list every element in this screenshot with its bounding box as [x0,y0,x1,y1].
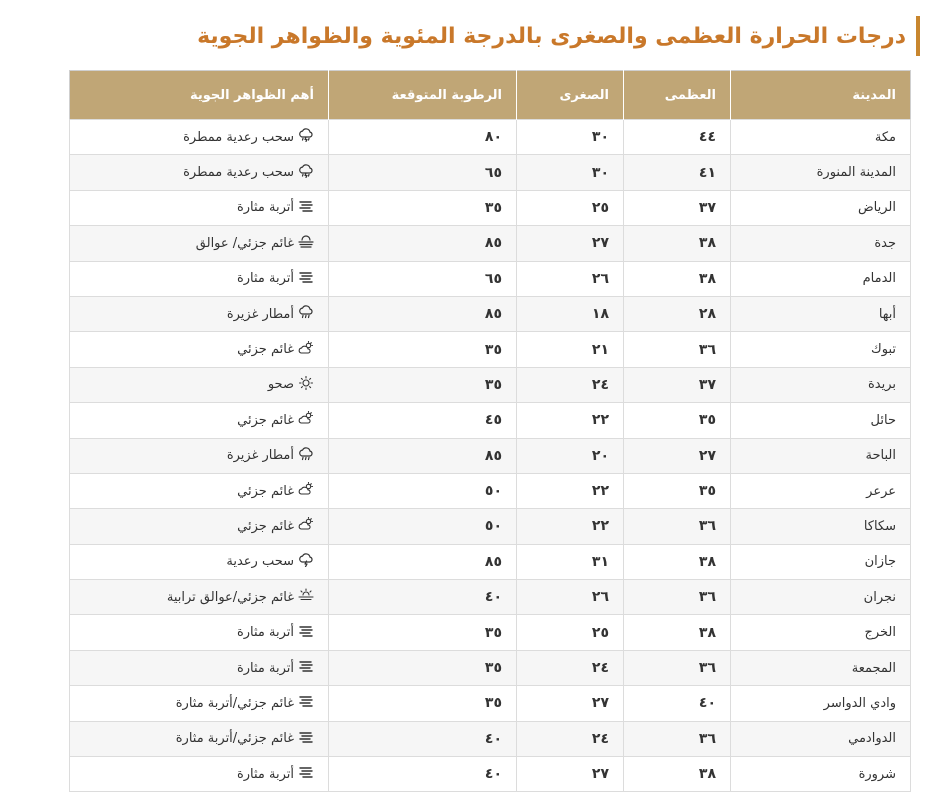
cell-humidity: ٣٥ [329,686,517,721]
cell-min: ٢٤ [517,721,624,756]
table-row [70,155,911,190]
condition-wrap [237,482,314,500]
cell-max: ٣٨ [624,757,731,792]
dust-icon [298,270,314,288]
condition-text: أتربة مثارة [236,200,294,216]
thunder-cloud-icon [298,553,314,571]
cell-min: ٢٠ [517,438,624,473]
cell-city: الدمام [731,261,911,296]
title-text: درجات الحرارة العظمى والصغرى بالدرجة المئوية والظواهر الجوية [197,23,906,49]
table-body [70,120,911,792]
cell-city: حائل [731,403,911,438]
condition-wrap [237,199,314,217]
condition-wrap [227,305,314,323]
cell-max: ٣٨ [624,226,731,261]
cell-condition [70,367,329,402]
cell-city: عرعر [731,473,911,508]
cell-humidity: ٣٥ [329,650,517,685]
cell-min: ٣١ [517,544,624,579]
condition-text: غائم جزئي/ عوالق [195,235,294,251]
cell-condition [70,757,329,792]
table-row [70,509,911,544]
sun-icon [298,376,314,394]
cell-city: الدوادمي [731,721,911,756]
cell-max: ٣٦ [624,650,731,685]
cell-min: ٣٠ [517,120,624,155]
condition-wrap [237,270,314,288]
rain-cloud-icon [298,305,314,323]
table-row [70,650,911,685]
table-row [70,367,911,402]
cell-condition [70,332,329,367]
cell-condition [70,615,329,650]
dust-icon [298,765,314,783]
table-row [70,261,911,296]
cell-min: ٢٦ [517,261,624,296]
partly-cloudy-icon [298,411,314,429]
cell-condition [70,509,329,544]
table-row [70,226,911,261]
condition-wrap [176,730,314,748]
cell-condition [70,226,329,261]
cell-condition [70,296,329,331]
cell-max: ٣٦ [624,332,731,367]
cell-condition [70,438,329,473]
cell-max: ٤٤ [624,120,731,155]
title-accent-bar [916,16,920,56]
cell-min: ٢٦ [517,580,624,615]
cell-condition [70,473,329,508]
cell-humidity: ٤٠ [329,580,517,615]
table-row [70,615,911,650]
table-row [70,721,911,756]
cell-condition [70,580,329,615]
partly-cloudy-icon [298,517,314,535]
cell-max: ٣٨ [624,615,731,650]
cell-min: ٣٠ [517,155,624,190]
cell-max: ٢٨ [624,296,731,331]
cell-max: ٢٧ [624,438,731,473]
cell-humidity: ٨٥ [329,226,517,261]
table-row [70,473,911,508]
condition-text: أتربة مثارة [236,766,294,782]
table-row [70,296,911,331]
condition-wrap [237,624,314,642]
cell-min: ٢٧ [517,686,624,721]
condition-text: أتربة مثارة [236,625,294,641]
cell-humidity: ٤٥ [329,403,517,438]
dust-icon [298,659,314,677]
condition-text: غائم جزئي [237,483,294,499]
cell-humidity: ٦٥ [329,261,517,296]
condition-wrap [237,411,314,429]
cell-min: ١٨ [517,296,624,331]
cell-city: الباحة [731,438,911,473]
table-row [70,580,911,615]
cell-city: المدينة المنورة [731,155,911,190]
condition-wrap [183,128,314,146]
cell-max: ٣٨ [624,261,731,296]
table-row [70,403,911,438]
condition-text: غائم جزئي/عوالق ترابية [166,589,294,605]
condition-wrap [183,164,314,182]
partly-cloudy-icon [298,341,314,359]
cell-condition [70,650,329,685]
cell-max: ٣٧ [624,367,731,402]
condition-wrap [176,694,314,712]
cell-condition [70,120,329,155]
cell-condition [70,403,329,438]
sun-haze-icon [298,588,314,606]
cell-city: بريدة [731,367,911,402]
cell-city: وادي الدواسر [731,686,911,721]
cell-humidity: ٤٠ [329,757,517,792]
table-row [70,120,911,155]
table-row [70,332,911,367]
condition-wrap [237,765,314,783]
table-row [70,438,911,473]
cell-condition [70,686,329,721]
cell-min: ٢١ [517,332,624,367]
cell-condition [70,544,329,579]
cell-min: ٢٧ [517,757,624,792]
cell-humidity: ٥٠ [329,473,517,508]
condition-wrap [226,553,314,571]
cell-min: ٢٢ [517,403,624,438]
cell-condition [70,261,329,296]
table-row [70,190,911,225]
dust-icon [298,199,314,217]
cell-condition [70,155,329,190]
condition-text: غائم جزئي [237,342,294,358]
cell-humidity: ٨٠ [329,120,517,155]
cell-min: ٢٧ [517,226,624,261]
cell-city: تبوك [731,332,911,367]
header-max: العظمى [624,71,731,120]
table-row [70,757,911,792]
cell-humidity: ٣٥ [329,367,517,402]
thunder-rain-cloud-icon [298,128,314,146]
header-conditions: أهم الظواهر الجوية [70,71,329,120]
dust-icon [298,694,314,712]
cell-city: المجمعة [731,650,911,685]
rain-cloud-icon [298,447,314,465]
condition-text: غائم جزئي/أتربة مثارة [175,695,294,711]
cell-humidity: ٣٥ [329,190,517,225]
cell-condition [70,190,329,225]
cell-humidity: ٨٥ [329,544,517,579]
cell-city: جازان [731,544,911,579]
condition-text: صحو [267,377,294,393]
cell-city: مكة [731,120,911,155]
cell-city: جدة [731,226,911,261]
cell-max: ٤٠ [624,686,731,721]
table-row [70,544,911,579]
haze-icon [298,234,314,252]
cell-humidity: ٨٥ [329,438,517,473]
cell-min: ٢٥ [517,615,624,650]
thunder-rain-cloud-icon [298,164,314,182]
header-city: المدينة [731,71,911,120]
condition-wrap [167,588,314,606]
cell-min: ٢٢ [517,509,624,544]
cell-city: سكاكا [731,509,911,544]
table-header-row [70,71,911,120]
page-title [197,16,920,56]
cell-max: ٣٦ [624,580,731,615]
header-min: الصغرى [517,71,624,120]
cell-max: ٣٦ [624,721,731,756]
cell-humidity: ٥٠ [329,509,517,544]
cell-condition [70,721,329,756]
condition-wrap [196,234,314,252]
cell-city: الخرج [731,615,911,650]
condition-wrap [237,517,314,535]
condition-wrap [268,376,314,394]
cell-city: أبها [731,296,911,331]
cell-city: شرورة [731,757,911,792]
cell-humidity: ٦٥ [329,155,517,190]
cell-humidity: ٣٥ [329,615,517,650]
cell-min: ٢٥ [517,190,624,225]
dust-icon [298,624,314,642]
condition-text: سحب رعدية [226,554,294,570]
cell-humidity: ٤٠ [329,721,517,756]
condition-text: غائم جزئي [237,412,294,428]
cell-humidity: ٣٥ [329,332,517,367]
condition-text: سحب رعدية ممطرة [183,129,294,145]
table-row [70,686,911,721]
condition-text: غائم جزئي/أتربة مثارة [175,731,294,747]
cell-max: ٣٥ [624,403,731,438]
cell-city: الرياض [731,190,911,225]
cell-min: ٢٤ [517,367,624,402]
cell-max: ٣٦ [624,509,731,544]
cell-max: ٣٥ [624,473,731,508]
condition-text: غائم جزئي [237,518,294,534]
header-humidity: الرطوبة المتوقعة [329,71,517,120]
weather-table-container [70,70,911,792]
dust-icon [298,730,314,748]
condition-wrap [237,341,314,359]
cell-humidity: ٨٥ [329,296,517,331]
cell-max: ٣٧ [624,190,731,225]
condition-text: أمطار غزيرة [226,306,294,322]
condition-text: أتربة مثارة [236,660,294,676]
condition-wrap [237,659,314,677]
cell-max: ٤١ [624,155,731,190]
cell-min: ٢٢ [517,473,624,508]
condition-text: أتربة مثارة [236,271,294,287]
condition-text: أمطار غزيرة [226,448,294,464]
cell-min: ٢٤ [517,650,624,685]
partly-cloudy-icon [298,482,314,500]
cell-city: نجران [731,580,911,615]
condition-text: سحب رعدية ممطرة [183,165,294,181]
cell-max: ٣٨ [624,544,731,579]
weather-table [69,70,911,792]
condition-wrap [227,447,314,465]
